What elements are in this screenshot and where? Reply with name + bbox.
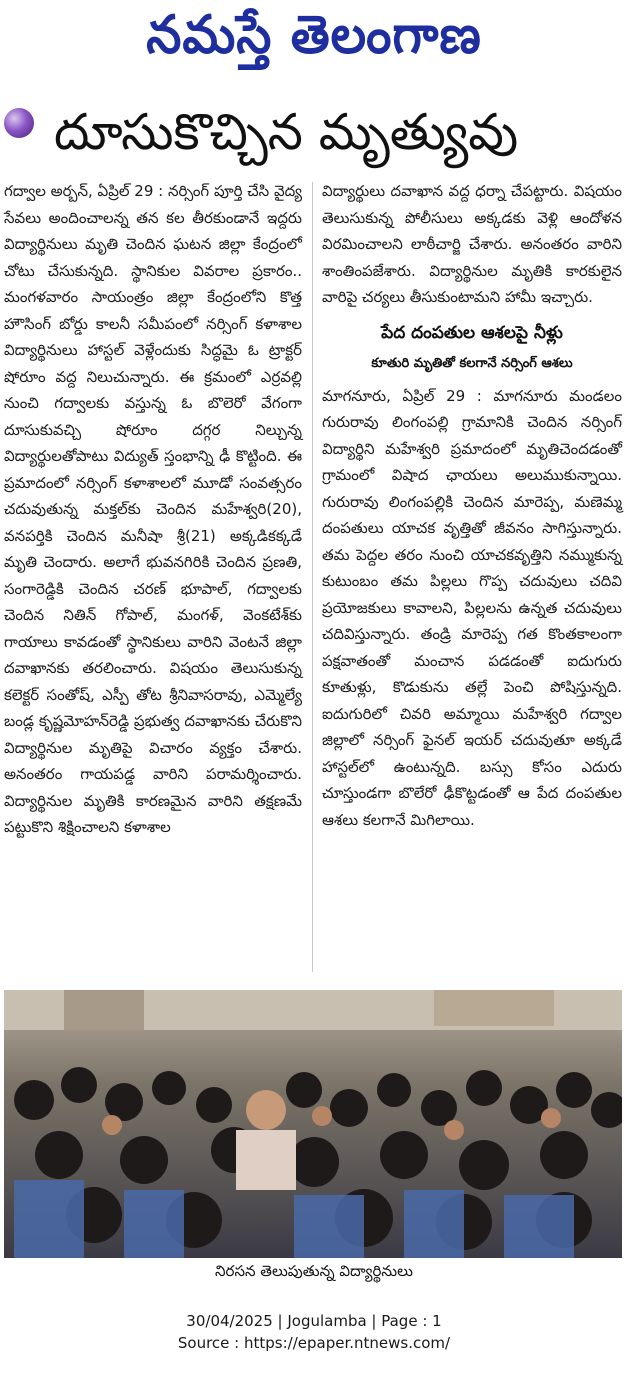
subheading: పేద దంపతుల ఆశలపై నీళ్లు bbox=[381, 322, 563, 343]
photo-caption: నిరసన తెలుపుతున్న విద్యార్థినులు bbox=[215, 1262, 413, 1280]
footer bbox=[0, 1310, 628, 1354]
purple-bullet-icon bbox=[4, 108, 34, 138]
protest-photo bbox=[4, 990, 622, 1258]
kicker: కూతురి మృతితో కలగానే నర్సింగ్ ఆశలు bbox=[371, 355, 573, 371]
article-left-column bbox=[4, 178, 302, 843]
article-left-paragraph: గద్వాల అర్బన్, ఏప్రిల్ 29 : నర్సింగ్ పూర్తి చేసి వైద్య సేవలు అందించాలన్న తన కల తీరకుండానే ఇద్దరు విద్యార్థినులు మృతి చెందిన ఘటన జిల్లా కేంద్రంలో చోటు చేసుకున్నది. స్థానికుల వివరాల ప్రకారం.. మంగళవారం సాయంత్రం జిల్లా కేంద్రంలోని కొత్త హౌసింగ్ బోర్డు కాలనీ సమీపంలో నర్సింగ్ కళాశాల విద్యార్థినులు హాస్టల్ వెళ్లేందుకు సిద్ధమై ఓ ట్రాక్టర్ షోరూం వద్ద నిలుచున్నారు. ఈ క్రమంలో ఎర్రవల్లి నుంచి గద్వాలకు వస్తున్న ఓ బొలెరో వేగంగా దూసుకువచ్చి షోరూం దగ్గర నిల్చున్న విద్యార్థులతోపాటు విద్యుత్ స్తంభాన్ని ఢీ కొట్టింది. ఈ ప్రమాదంలో నర్సింగ్ కళాశాలలో మూడో సంవత్సరం చదువుతున్న మక్తల్‌కు చెందిన మహేశ్వరి(20), వనపర్తికి చెందిన మనీషా శ్రీ(21) అక్కడికక్కడే మృతి చెందారు. అలాగే భువనగిరికి చెందిన ప్రణతి, సంగారెడ్డికి చెందిన చరణ్ భూపాల్, గద్వాలకు చెందిన నితిన్ గోపాల్, మంగళ్, వెంకటేశ్‌కు గాయాలు కావడంతో స్థానికులు వారిని వెంటనే జిల్లా దవాఖానకు తరలించారు. విషయం తెలుసుకున్న కలెక్టర్ సంతోష్, ఎస్పీ తోట శ్రీనివాసరావు, ఎమ్మెల్యే బండ్ల కృష్ణమోహన్‌రెడ్డి ప్రభుత్వ దవాఖానకు చేరుకొని విద్యార్థినుల మృతిపై విచారం వ్యక్తం చేశారు. అనంతరం గాయపడ్డ వారిని పరామర్శించారు. విద్యార్థినుల మృతికి కారణమైన వారిని తక్షణమే పట్టుకొని శిక్షించాలని కళాశాల bbox=[4, 182, 302, 836]
footer-source: Source : https://epaper.ntnews.com/ bbox=[177, 1334, 451, 1352]
article-right-column bbox=[322, 178, 622, 835]
article-right-top-paragraph: విద్యార్థులు దవాఖాన వద్ద ధర్నా చేపట్టారు. విషయం తెలుసుకున్న పోలీసులు అక్కడకు వెళ్లి ఆందోళన విరమించాలని లాఠీచార్జి చేశారు. అనంతరం వారిని శాంతింపజేశారు. విద్యార్థినుల మృతికి కారకులైన వారిపై చర్యలు తీసుకుంటామని హామీ ఇచ్చారు. bbox=[322, 182, 622, 306]
masthead-title: నమస్తే తెలంగాణ bbox=[146, 3, 482, 66]
article-right-bottom-paragraph: మాగనూరు, ఏప్రిల్ 29 : మాగనూరు మండలం గురురావు లింగంపల్లి గ్రామానికి చెందిన నర్సింగ్ విద్యార్థిని మహేశ్వరి ప్రమాదంలో మృతిచెందడంతో గ్రామంలో విషాద ఛాయలు అలుముకున్నాయి. గురురావు లింగంపల్లికి చెందిన మారెప్ప, మణెమ్మ దంపతులు యాచక వృత్తితో జీవనం సాగిస్తున్నారు. తమ పెద్దల తరం నుంచి యాచకవృత్తిని నమ్ముకున్న కుటుంబం తమ పిల్లలు గొప్ప చదువులు చదివి ప్రయోజకులు కావాలని, పిల్లలను ఉన్నత చదువులు చదివిస్తున్నారు. తండ్రి మారెప్ప గత కొంతకాలంగా పక్షవాతంతో మంచాన పడడంతో ఐదుగురు కూతుళ్లు, కొడుకును తల్లే పెంచి పోషిస్తున్నది. ఐదుగురిలో చివరి అమ్మాయి మహేశ్వరి గద్వాల జిల్లాలో నర్సింగ్ ఫైనల్ ఇయర్ చదువుతూ అక్కడే హాస్టల్‌లో ఉంటున్నది. బస్సు కోసం ఎదురు చూస్తుండగా బొలేరో ఢీకొట్టడంతో ఆ పేద దంపతుల ఆశలు కలగానే మిగిలాయి. bbox=[322, 386, 622, 829]
footer-date-edition: 30/04/2025 | Jogulamba | Page : 1 bbox=[186, 1312, 442, 1330]
masthead bbox=[0, 0, 628, 82]
headline: దూసుకొచ్చిన మృత్యువు bbox=[54, 103, 519, 161]
column-divider bbox=[312, 182, 313, 972]
